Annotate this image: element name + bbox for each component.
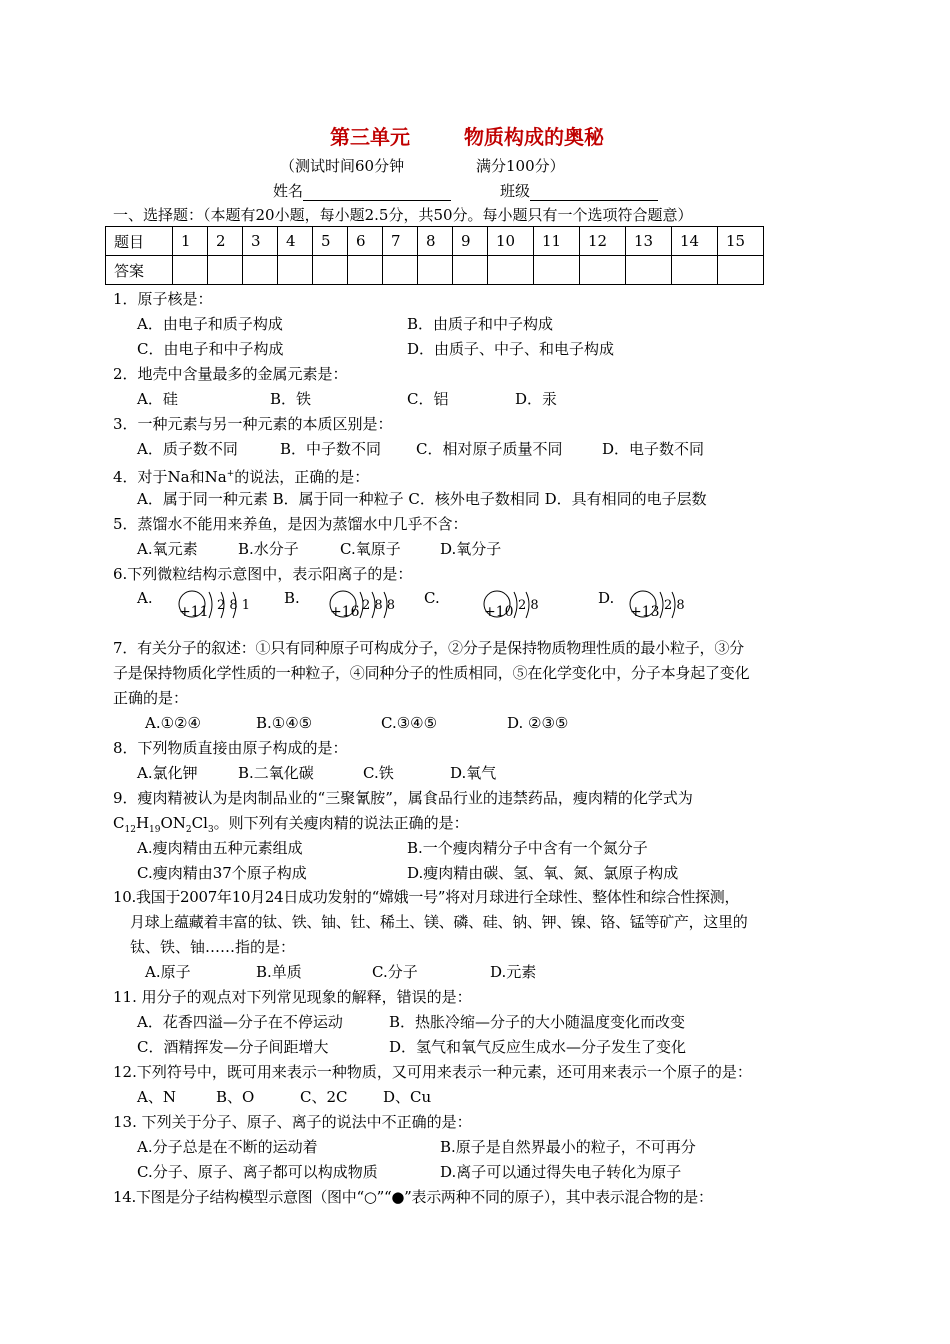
q10-option-d[interactable]: D.元素 [490, 963, 537, 981]
q6-letter-b: B. [284, 589, 300, 607]
col-number: 1 [173, 227, 208, 256]
q1-option-c[interactable]: C．由电子和中子构成 [137, 340, 284, 358]
q12-stem: 12.下列符号中，既可用来表示一种物质，又可用来表示一种元素，还可用来表示一个原子的是： [113, 1063, 752, 1081]
q10-line3: 钛、铁、铀……指的是： [130, 938, 296, 956]
q9-line2-post: 。则下列有关瘦肉精的说法正确的是： [213, 814, 469, 832]
answer-table [105, 226, 764, 285]
q5-option-a[interactable]: A.氧元素 [137, 540, 198, 558]
answer-cell[interactable] [534, 256, 580, 285]
q11-stem: 11. 用分子的观点对下列常见现象的解释，错误的是： [113, 988, 472, 1006]
q7-option-c[interactable]: C.③④⑤ [381, 714, 438, 732]
q6-nucleus-d: +13 [630, 604, 660, 620]
answer-cell[interactable] [626, 256, 672, 285]
q11-option-a[interactable]: A．花香四溢—分子在不停运动 [137, 1013, 343, 1031]
class-field [500, 181, 658, 201]
q2-option-c[interactable]: C．铝 [407, 390, 449, 408]
q2-option-b[interactable]: B．铁 [270, 390, 312, 408]
class-blank[interactable] [530, 184, 658, 201]
q7-option-b[interactable]: B.①④⑤ [256, 714, 313, 732]
q12-option-b[interactable]: B、O [216, 1088, 255, 1106]
q5-option-c[interactable]: C.氧原子 [340, 540, 401, 558]
q9-option-c[interactable]: C.瘦肉精由37个原子构成 [137, 864, 307, 882]
q8-option-b[interactable]: B.二氧化碳 [238, 764, 314, 782]
q9-line1: 9．瘦肉精被认为是肉制品业的“三聚氰胺”，属食品行业的违禁药品，瘦肉精的化学式为 [113, 789, 693, 807]
name-blank[interactable] [303, 184, 451, 201]
q13-option-d[interactable]: D.离子可以通过得失电子转化为原子 [440, 1163, 682, 1181]
class-label: 班级 [500, 182, 531, 200]
q4-stem [113, 464, 369, 487]
col-number: 8 [418, 227, 453, 256]
answer-cell[interactable] [383, 256, 418, 285]
q1-option-b[interactable]: B．由质子和中子构成 [407, 315, 554, 333]
q9-option-a[interactable]: A.瘦肉精由五种元素组成 [137, 839, 303, 857]
q2-stem: 2．地壳中含量最多的金属元素是： [113, 365, 348, 383]
q12-option-a[interactable]: A、N [137, 1088, 176, 1106]
q6-shells-a: 2 8 1 [217, 598, 251, 613]
answer-cell[interactable] [718, 256, 764, 285]
q3-option-b[interactable]: B．中子数不同 [280, 440, 382, 458]
q6-nucleus-c: +10 [484, 604, 514, 620]
answer-cell[interactable] [173, 256, 208, 285]
subtitle-score: 满分100分） [476, 157, 565, 175]
subtitle-time: （测试时间60分钟 [280, 157, 405, 175]
q7-option-a[interactable]: A.①②④ [145, 714, 201, 732]
q5-option-b[interactable]: B.水分子 [238, 540, 299, 558]
col-number: 13 [626, 227, 672, 256]
q1-stem: 1．原子核是： [113, 290, 213, 308]
table-row-answers [106, 256, 764, 285]
q4-options[interactable]: A．属于同一种元素 B．属于同一种粒子 C．核外电子数相同 D．具有相同的电子层数 [137, 490, 707, 508]
q5-option-d[interactable]: D.氧分子 [440, 540, 502, 558]
q6-letter-d: D. [598, 589, 615, 607]
q2-option-a[interactable]: A．硅 [137, 390, 178, 408]
q9-option-b[interactable]: B.一个瘦肉精分子中含有一个氮分子 [407, 839, 648, 857]
q3-option-d[interactable]: D．电子数不同 [602, 440, 705, 458]
q1-option-a[interactable]: A．由电子和质子构成 [137, 315, 283, 333]
q6-letter-c: C. [424, 589, 440, 607]
answer-cell[interactable] [580, 256, 626, 285]
q8-option-c[interactable]: C.铁 [363, 764, 394, 782]
q3-option-a[interactable]: A．质子数不同 [137, 440, 238, 458]
q6-nucleus-b: +16 [330, 604, 360, 620]
col-number: 7 [383, 227, 418, 256]
col-number: 10 [488, 227, 534, 256]
col-number: 3 [243, 227, 278, 256]
col-number: 2 [208, 227, 243, 256]
q9-option-d[interactable]: D.瘦肉精由碳、氢、氧、氮、氯原子构成 [407, 864, 679, 882]
answer-cell[interactable] [313, 256, 348, 285]
q1-option-d[interactable]: D．由质子、中子、和电子构成 [407, 340, 615, 358]
q6-shells-c: 2 8 [518, 598, 539, 613]
q7-option-d[interactable]: D. ②③⑤ [507, 714, 569, 732]
q11-option-c[interactable]: C．酒精挥发—分子间距增大 [137, 1038, 329, 1056]
q7-line1: 7．有关分子的叙述：①只有同种原子可构成分子，②分子是保持物质物理性质的最小粒子，③分 [113, 639, 744, 657]
q7-line3: 正确的是： [113, 689, 189, 707]
title-unit: 第三单元 [330, 125, 410, 149]
q4-stem-pre: 4．对于Na和Na [113, 468, 227, 486]
answer-cell[interactable] [418, 256, 453, 285]
row-label-answer: 答案 [106, 256, 173, 285]
name-field [273, 181, 451, 201]
q2-option-d[interactable]: D．汞 [515, 390, 558, 408]
q10-line2: 月球上蕴藏着丰富的钛、铁、铀、钍、稀土、镁、磷、硅、钠、钾、镍、铬、锰等矿产，这里的 [130, 913, 748, 931]
q8-stem: 8．下列物质直接由原子构成的是： [113, 739, 348, 757]
q3-stem: 3．一种元素与另一种元素的本质区别是： [113, 415, 393, 433]
answer-cell[interactable] [208, 256, 243, 285]
q11-option-d[interactable]: D．氢气和氧气反应生成水—分子发生了变化 [389, 1038, 687, 1056]
col-number: 11 [534, 227, 580, 256]
col-number: 4 [278, 227, 313, 256]
table-row-numbers [106, 227, 764, 256]
answer-cell[interactable] [348, 256, 383, 285]
q10-option-a[interactable]: A.原子 [145, 963, 191, 981]
q8-option-d[interactable]: D.氧气 [450, 764, 497, 782]
col-number: 5 [313, 227, 348, 256]
q13-option-a[interactable]: A.分子总是在不断的运动着 [137, 1138, 318, 1156]
q6-letter-a: A. [137, 589, 153, 607]
section-heading: 一、选择题：（本题有20小题，每小题2.5分，共50分。每小题只有一个选项符合题意） [113, 206, 693, 224]
answer-cell[interactable] [488, 256, 534, 285]
q10-option-c[interactable]: C.分子 [372, 963, 418, 981]
col-number: 12 [580, 227, 626, 256]
q14-stem: 14.下图是分子结构模型示意图（图中“○”“●”表示两种不同的原子），其中表示混合物的是： [113, 1188, 713, 1206]
q13-option-b[interactable]: B.原子是自然界最小的粒子，不可再分 [440, 1138, 696, 1156]
q5-stem: 5．蒸馏水不能用来养鱼，是因为蒸馏水中几乎不含： [113, 515, 468, 533]
q8-option-a[interactable]: A.氯化钾 [137, 764, 198, 782]
col-number: 15 [718, 227, 764, 256]
answer-cell[interactable] [278, 256, 313, 285]
q6-shells-b: 2 8 8 [362, 598, 396, 613]
q6-nucleus-a: +11 [179, 604, 209, 620]
q9-formula: $C_{12}H_{19}ON_2Cl_3$ [113, 814, 214, 835]
q13-stem: 13. 下列关于分子、原子、离子的说法中不正确的是： [113, 1113, 472, 1131]
q3-option-c[interactable]: C．相对原子质量不同 [416, 440, 563, 458]
answer-cell[interactable] [672, 256, 718, 285]
answer-cell[interactable] [453, 256, 488, 285]
q12-option-d[interactable]: D、Cu [383, 1088, 432, 1106]
title-topic: 物质构成的奥秘 [464, 125, 604, 149]
q6-stem: 6.下列微粒结构示意图中，表示阳离子的是： [113, 565, 413, 583]
q4-stem-sup: + [226, 469, 235, 479]
q9-line2 [113, 813, 469, 840]
q13-option-c[interactable]: C.分子、原子、离子都可以构成物质 [137, 1163, 378, 1181]
col-number: 9 [453, 227, 488, 256]
q7-line2: 子是保持物质化学性质的一种粒子，④同种分子的性质相同，⑤在化学变化中，分子本身起了变化 [113, 664, 750, 682]
row-label-number: 题目 [106, 227, 173, 256]
q10-line1: 10.我国于2007年10月24日成功发射的“嫦娥一号”将对月球进行全球性、整体性和综合性探测， [113, 888, 740, 906]
q12-option-c[interactable]: C、2C [300, 1088, 348, 1106]
answer-cell[interactable] [243, 256, 278, 285]
q6-shells-d: 2 8 [664, 598, 685, 613]
name-label: 姓名 [273, 182, 304, 200]
col-number: 14 [672, 227, 718, 256]
q4-stem-post: 的说法，正确的是： [234, 468, 370, 486]
col-number: 6 [348, 227, 383, 256]
q11-option-b[interactable]: B．热胀冷缩—分子的大小随温度变化而改变 [389, 1013, 686, 1031]
q10-option-b[interactable]: B.单质 [256, 963, 302, 981]
